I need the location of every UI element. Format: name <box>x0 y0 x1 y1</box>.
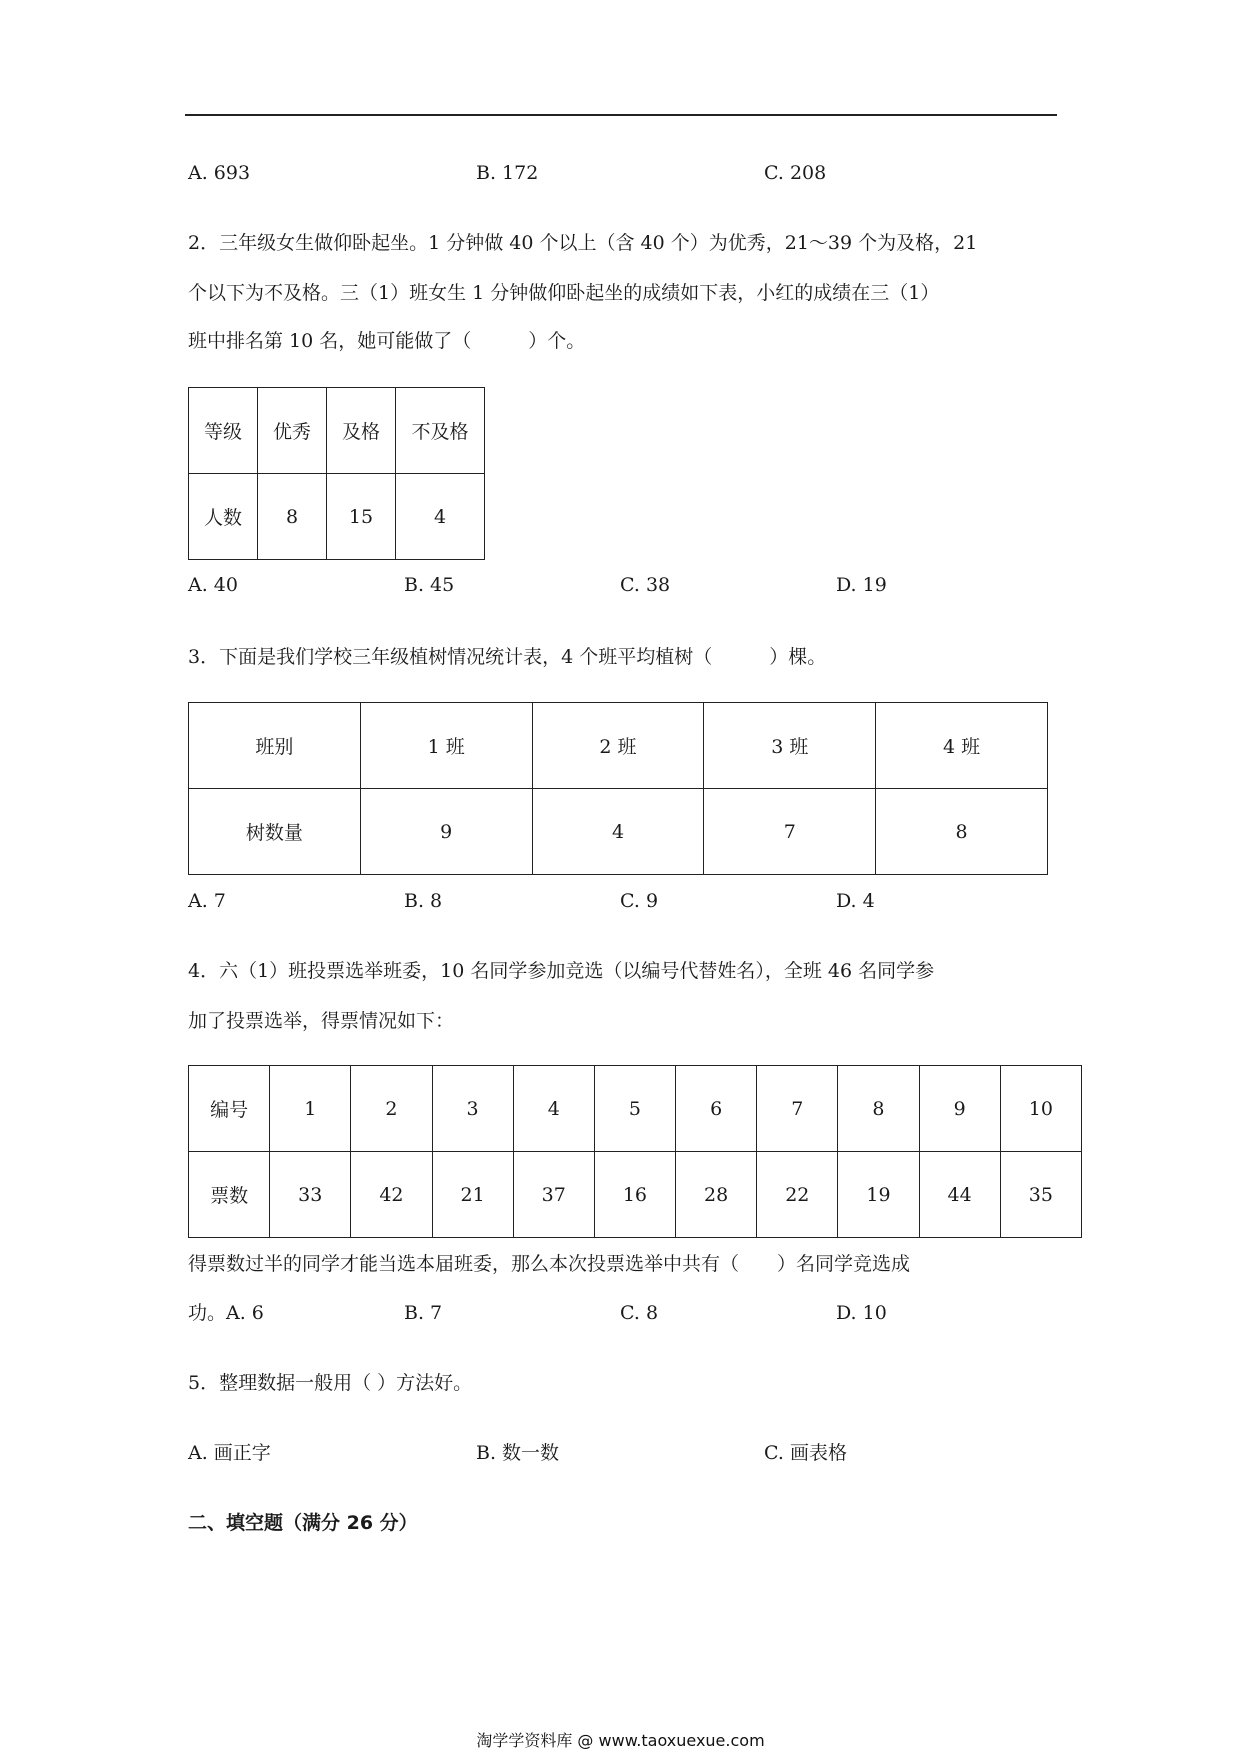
q3-header-cell: 1 班 <box>360 703 532 789</box>
q5-option-b: B. 数一数 <box>476 1442 560 1464</box>
q1-option-b: B. 172 <box>476 162 539 184</box>
q4-option-d: D. 10 <box>836 1302 887 1324</box>
q4-row-cell: 19 <box>838 1152 919 1238</box>
q5-line: 5．整理数据一般用（ ）方法好。 <box>188 1372 473 1394</box>
q2-header-cell: 等级 <box>189 388 258 474</box>
q4-row-cell: 44 <box>919 1152 1000 1238</box>
q4-header-cell: 10 <box>1000 1066 1081 1152</box>
q4-row-cell: 21 <box>432 1152 513 1238</box>
q4-line-1: 4．六（1）班投票选举班委，10 名同学参加竞选（以编号代替姓名），全班 46 名同学参 <box>188 960 935 982</box>
q4-header-cell: 4 <box>513 1066 594 1152</box>
q2-header-cell: 不及格 <box>396 388 485 474</box>
q4-row-cell: 22 <box>757 1152 838 1238</box>
q4-header-cell: 2 <box>351 1066 432 1152</box>
q3-header-cell: 4 班 <box>876 703 1048 789</box>
q4-row-cell: 35 <box>1000 1152 1081 1238</box>
q2-row-cell: 8 <box>258 474 327 560</box>
q4-header-cell: 8 <box>838 1066 919 1152</box>
q3-line: 3．下面是我们学校三年级植树情况统计表，4 个班平均植树（ ）棵。 <box>188 646 827 668</box>
q4-row-cell: 33 <box>270 1152 351 1238</box>
q4-option-c: C. 8 <box>620 1302 659 1324</box>
q3-option-b: B. 8 <box>404 890 443 912</box>
q3-option-a: A. 7 <box>188 890 226 912</box>
q4-line-2: 加了投票选举，得票情况如下： <box>188 1010 455 1032</box>
q3-row-cell: 9 <box>360 789 532 875</box>
q4-header-cell: 9 <box>919 1066 1000 1152</box>
q5-option-c: C. 画表格 <box>764 1442 847 1464</box>
q4-header-cell: 6 <box>676 1066 757 1152</box>
q4-option-a: 功。A. 6 <box>188 1302 264 1324</box>
q3-row-cell: 8 <box>876 789 1048 875</box>
q3-option-d: D. 4 <box>836 890 875 912</box>
q3-row-cell: 4 <box>532 789 704 875</box>
q4-after-line: 得票数过半的同学才能当选本届班委，那么本次投票选举中共有（ ）名同学竞选成 <box>188 1253 911 1275</box>
q3-row-cell: 树数量 <box>189 789 361 875</box>
q2-line-3: 班中排名第 10 名，她可能做了（ ）个。 <box>188 330 586 352</box>
q5-option-a: A. 画正字 <box>188 1442 271 1464</box>
q2-line-1: 2．三年级女生做仰卧起坐。1 分钟做 40 个以上（含 40 个）为优秀，21～39 个为及格，21 <box>188 232 978 254</box>
q2-grade-table <box>188 387 485 560</box>
q4-header-cell: 3 <box>432 1066 513 1152</box>
q4-row-cell: 16 <box>594 1152 675 1238</box>
q2-option-b: B. 45 <box>404 574 455 596</box>
q4-header-cell: 编号 <box>189 1066 270 1152</box>
q4-row-cell: 42 <box>351 1152 432 1238</box>
section-title: 二、填空题（满分 26 分） <box>188 1512 418 1534</box>
q3-option-c: C. 9 <box>620 890 659 912</box>
q2-line-2: 个以下为不及格。三（1）班女生 1 分钟做仰卧起坐的成绩如下表，小红的成绩在三（1） <box>188 282 940 304</box>
q2-row-cell: 15 <box>327 474 396 560</box>
q3-row-cell: 7 <box>704 789 876 875</box>
q2-option-d: D. 19 <box>836 574 887 596</box>
q3-tree-table <box>188 702 1048 875</box>
header-rule <box>185 114 1057 116</box>
q2-row-cell: 人数 <box>189 474 258 560</box>
q1-option-a: A. 693 <box>188 162 251 184</box>
q2-header-cell: 优秀 <box>258 388 327 474</box>
q4-row-cell: 票数 <box>189 1152 270 1238</box>
q3-header-cell: 3 班 <box>704 703 876 789</box>
q3-header-cell: 2 班 <box>532 703 704 789</box>
q4-row-cell: 28 <box>676 1152 757 1238</box>
q2-option-a: A. 40 <box>188 574 238 596</box>
q2-option-c: C. 38 <box>620 574 671 596</box>
q4-header-cell: 5 <box>594 1066 675 1152</box>
q4-header-cell: 1 <box>270 1066 351 1152</box>
q2-header-cell: 及格 <box>327 388 396 474</box>
q1-option-c: C. 208 <box>764 162 827 184</box>
q2-row-cell: 4 <box>396 474 485 560</box>
q3-header-cell: 班别 <box>189 703 361 789</box>
q4-row-cell: 37 <box>513 1152 594 1238</box>
q4-header-cell: 7 <box>757 1066 838 1152</box>
q4-vote-table <box>188 1065 1082 1238</box>
q4-option-b: B. 7 <box>404 1302 443 1324</box>
footer-watermark: 淘学学资料库 @ www.taoxuexue.com <box>476 1731 765 1750</box>
